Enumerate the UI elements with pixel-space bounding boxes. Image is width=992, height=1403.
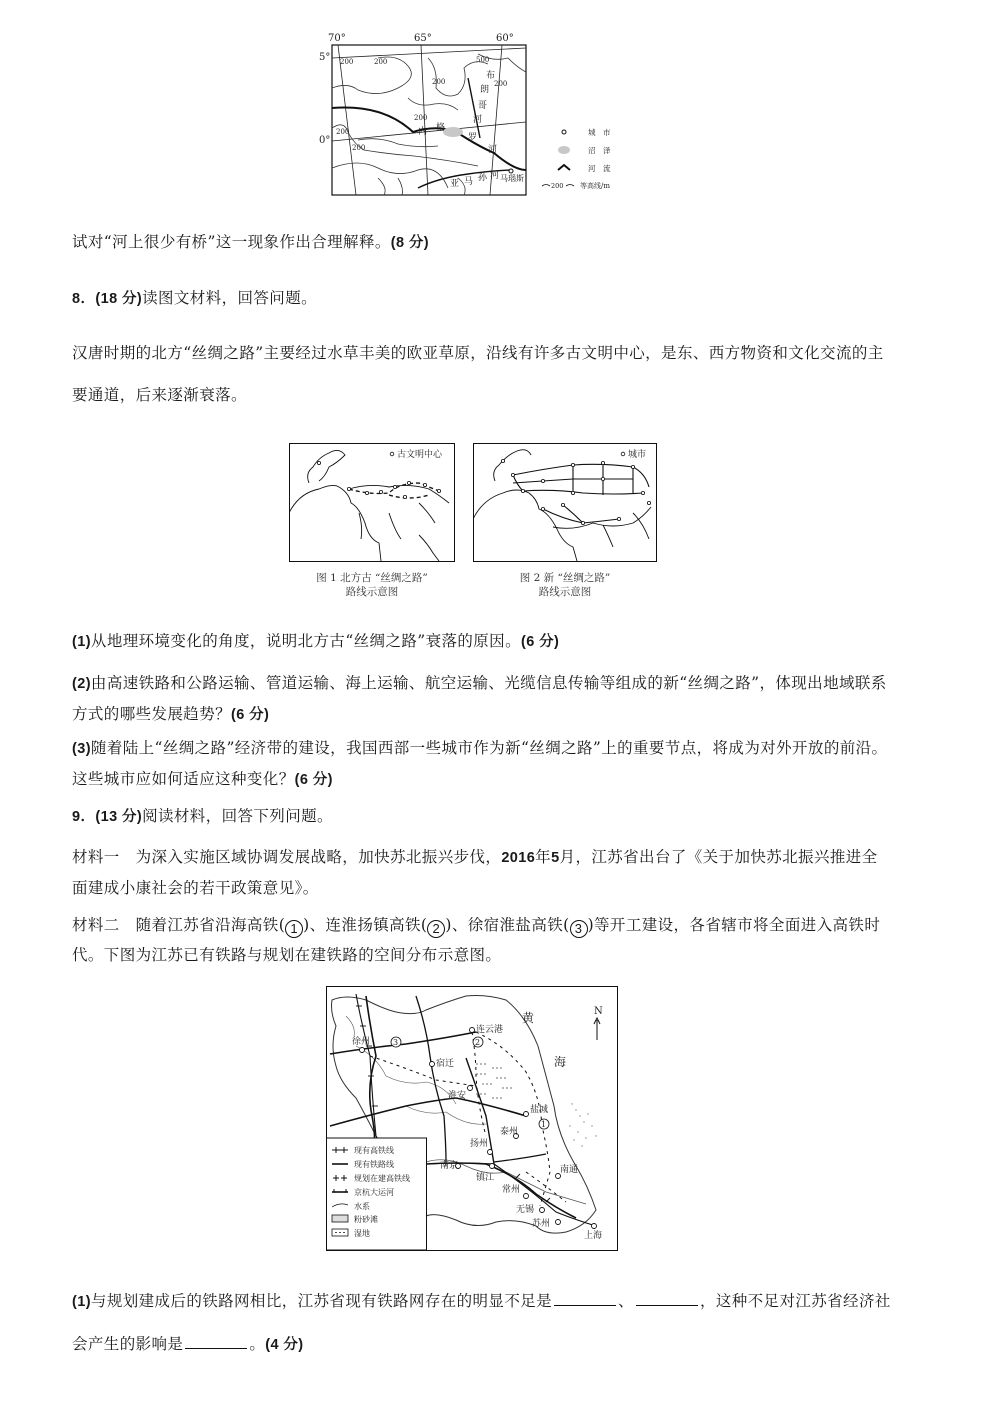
circled-number: 3 xyxy=(570,920,588,938)
circled-number: 2 xyxy=(427,920,445,938)
legend-label: 等高线/m xyxy=(580,182,610,190)
sub-label: (1) xyxy=(72,1294,91,1310)
river-label: 亚 xyxy=(450,179,460,189)
amazon-map-svg xyxy=(318,28,658,200)
lat-label: 5° xyxy=(319,52,331,63)
q9-material1 xyxy=(72,842,892,903)
sub-label: (3) xyxy=(72,741,91,757)
fig1-svg xyxy=(289,443,455,563)
question-prompt: 阅读材料，回答下列问题。 xyxy=(142,807,333,825)
city-label: 无锡 xyxy=(516,1205,535,1215)
material-text: )、徐宿淮盐高铁( xyxy=(445,916,570,934)
question-number: 9． xyxy=(72,809,96,825)
river-label: 格 xyxy=(436,123,446,133)
river-label: 朗 xyxy=(480,85,490,95)
fig1-legend-label: 古文明中心 xyxy=(397,450,443,460)
month: 5 xyxy=(551,850,560,866)
fig1-caption xyxy=(289,571,455,599)
swamp-area xyxy=(443,127,463,137)
contour-icon xyxy=(542,185,550,187)
q9-material2 xyxy=(72,910,892,970)
material-text: 月，江苏省出台了《关于加快苏北振兴推进全面建成小康社会的若干政策意见》。 xyxy=(72,848,878,897)
river-label: 罗 xyxy=(468,133,478,143)
sub-text: 与规划建成后的铁路网相比，江苏省现有铁路网存在的明显不足是 xyxy=(90,1292,553,1310)
material-text: )等开工建设，各省辖市将全面进入高铁时代。下图为江苏已有铁路与规划在建铁路的空间分布示意图。 xyxy=(72,916,881,964)
route-mark-label: 1 xyxy=(541,1120,547,1129)
legend-sample: 200 xyxy=(551,182,564,190)
q8-sub2 xyxy=(72,668,892,730)
score: (6 分) xyxy=(231,707,270,723)
city-label: 泰州 xyxy=(500,1127,519,1137)
route-mark-label: 2 xyxy=(475,1038,481,1047)
q8-heading xyxy=(72,288,892,309)
sea-label: 海 xyxy=(554,1055,567,1069)
city-dot-icon xyxy=(562,130,566,134)
sandbar-icon xyxy=(332,1215,348,1222)
legend-label: 沼 泽 xyxy=(588,146,611,155)
sub-text: 随着陆上“丝绸之路”经济带的建设，我国西部一些城市作为新“丝绸之路”上的重要节点，将成为对外开放的前沿。这些城市应如何适应这种变化？ xyxy=(72,739,888,788)
contour-label: 200 xyxy=(340,58,354,66)
river-label: 哥 xyxy=(478,101,488,111)
material-text: 汉唐时期的北方“丝绸之路”主要经过水草丰美的欧亚草原，沿线有许多古文明中心，是东、西方物资和文化交流的主要通道，后来逐渐衰落。 xyxy=(72,344,884,404)
river-label: 布 xyxy=(486,71,496,81)
legend-label: 现有铁路线 xyxy=(354,1160,394,1169)
contour-label: 200 xyxy=(352,144,366,152)
contour-label: 200 xyxy=(374,58,388,66)
river-label: 河 xyxy=(488,145,498,155)
score: (4 分) xyxy=(265,1337,304,1353)
legend-label: 水系 xyxy=(354,1202,370,1211)
q9-sub1 xyxy=(72,1280,892,1366)
separator: 、 xyxy=(618,1292,634,1310)
manaus-city-dot xyxy=(509,169,513,173)
sub-label: (1) xyxy=(72,634,91,650)
fig2-new-silk-road-map xyxy=(473,443,657,563)
river-label: 河 xyxy=(490,171,500,181)
contour-label: 200 xyxy=(494,80,508,88)
material-text: 年 xyxy=(535,848,552,866)
city-label: 徐州 xyxy=(352,1037,371,1047)
city-label: 上海 xyxy=(584,1231,603,1241)
legend-label: 河 流 xyxy=(588,164,611,173)
river-icon xyxy=(558,165,570,170)
sub-text: ，这种不足对江苏省经济社会产生的影响是 xyxy=(72,1292,891,1353)
fig1-ancient-silk-road-map xyxy=(289,443,455,563)
contour-label: 200 xyxy=(336,128,350,136)
score: (13 分) xyxy=(95,809,143,825)
contour-label: 200 xyxy=(414,114,428,122)
sea-label: 黄 xyxy=(522,1011,535,1025)
answer-blank[interactable] xyxy=(554,1291,616,1306)
city-label: 连云港 xyxy=(476,1025,504,1035)
legend-label: 城 市 xyxy=(588,128,611,137)
material-label: 材料一 xyxy=(72,848,120,866)
city-label: 宿迁 xyxy=(436,1059,455,1069)
year: 2016 xyxy=(501,850,536,866)
city-label: 扬州 xyxy=(470,1139,489,1149)
contour-label: 200 xyxy=(432,78,446,86)
legend-label: 湿地 xyxy=(354,1229,370,1238)
score: (8 分) xyxy=(390,235,429,251)
fig2-svg xyxy=(473,443,657,563)
sub-text: 。 xyxy=(249,1335,266,1353)
score: (6 分) xyxy=(520,634,560,650)
q9-heading xyxy=(72,806,892,827)
lon-label: 70° xyxy=(328,33,346,44)
amazon-contour-map xyxy=(318,28,658,200)
circled-number: 1 xyxy=(285,920,303,938)
jiangsu-map-legend xyxy=(327,1138,427,1250)
fig2-legend-label: 城市 xyxy=(628,450,647,460)
city-label: 盐城 xyxy=(530,1105,549,1115)
lon-label: 65° xyxy=(414,33,432,44)
caption-line: 图 2 新 “丝绸之路” xyxy=(519,572,611,584)
q8-sub1 xyxy=(72,631,892,652)
lon-label: 60° xyxy=(496,33,514,44)
city-label: 淮安 xyxy=(448,1091,467,1101)
jiangsu-railway-map xyxy=(326,986,618,1251)
question-prompt: 读图文材料，回答问题。 xyxy=(142,289,317,307)
jiangsu-map-svg xyxy=(326,986,618,1251)
civilization-center-icon xyxy=(390,452,394,456)
score: (18 分) xyxy=(95,291,143,307)
material-label: 材料二 xyxy=(72,916,120,934)
city-label: 南京 xyxy=(440,1161,459,1171)
city-label: 苏州 xyxy=(532,1219,551,1229)
fig2-caption xyxy=(473,571,657,599)
caption-line: 路线示意图 xyxy=(345,586,399,598)
question-number: 8． xyxy=(72,291,96,307)
route-mark-label: 3 xyxy=(393,1038,399,1047)
legend-label: 粉砂滩 xyxy=(354,1215,378,1224)
city-icon xyxy=(621,452,625,456)
legend-label: 规划在建高铁线 xyxy=(354,1174,410,1183)
legend-label: 现有高铁线 xyxy=(354,1146,394,1155)
river-label: 河 xyxy=(473,115,483,125)
lat-label: 0° xyxy=(319,135,331,146)
material-text: )、连淮扬镇高铁( xyxy=(303,916,428,934)
north-label: N xyxy=(594,1006,603,1017)
city-label: 镇江 xyxy=(476,1173,495,1183)
river-label: 马 xyxy=(464,177,474,187)
river-label: 内 xyxy=(418,127,428,137)
city-label: 常州 xyxy=(502,1185,521,1195)
sub-text: 由高速铁路和公路运输、管道运输、海上运输、航空运输、光缆信息传输等组成的新“丝绸之路”，体现出地域联系方式的哪些发展趋势？ xyxy=(72,674,887,723)
city-label: 马瑙斯 xyxy=(500,174,524,183)
swamp-icon xyxy=(558,146,570,154)
material-text: 随着江苏省沿海高铁( xyxy=(135,916,286,934)
map-legend xyxy=(542,127,611,190)
caption-line: 图 1 北方古 “丝绸之路” xyxy=(316,572,428,584)
caption-line: 路线示意图 xyxy=(538,586,592,598)
answer-blank[interactable] xyxy=(636,1291,698,1306)
score: (6 分) xyxy=(294,772,333,788)
river-label: 孙 xyxy=(478,173,488,183)
material-text: 为深入实施区域协调发展战略，加快苏北振兴步伐， xyxy=(135,848,502,866)
sub-label: (2) xyxy=(72,676,91,692)
answer-blank[interactable] xyxy=(185,1334,247,1349)
q8-sub3 xyxy=(72,733,892,795)
sub-text: 从地理环境变化的角度，说明北方古“丝绸之路”衰落的原因。 xyxy=(90,632,521,650)
question-text: 试对“河上很少有桥”这一现象作出合理解释。 xyxy=(72,233,391,251)
q8-material xyxy=(72,332,892,416)
q7-question-tail xyxy=(72,232,892,253)
contour-label: 500 xyxy=(476,56,490,64)
legend-label: 京杭大运河 xyxy=(354,1188,394,1197)
city-label: 南通 xyxy=(560,1165,579,1175)
